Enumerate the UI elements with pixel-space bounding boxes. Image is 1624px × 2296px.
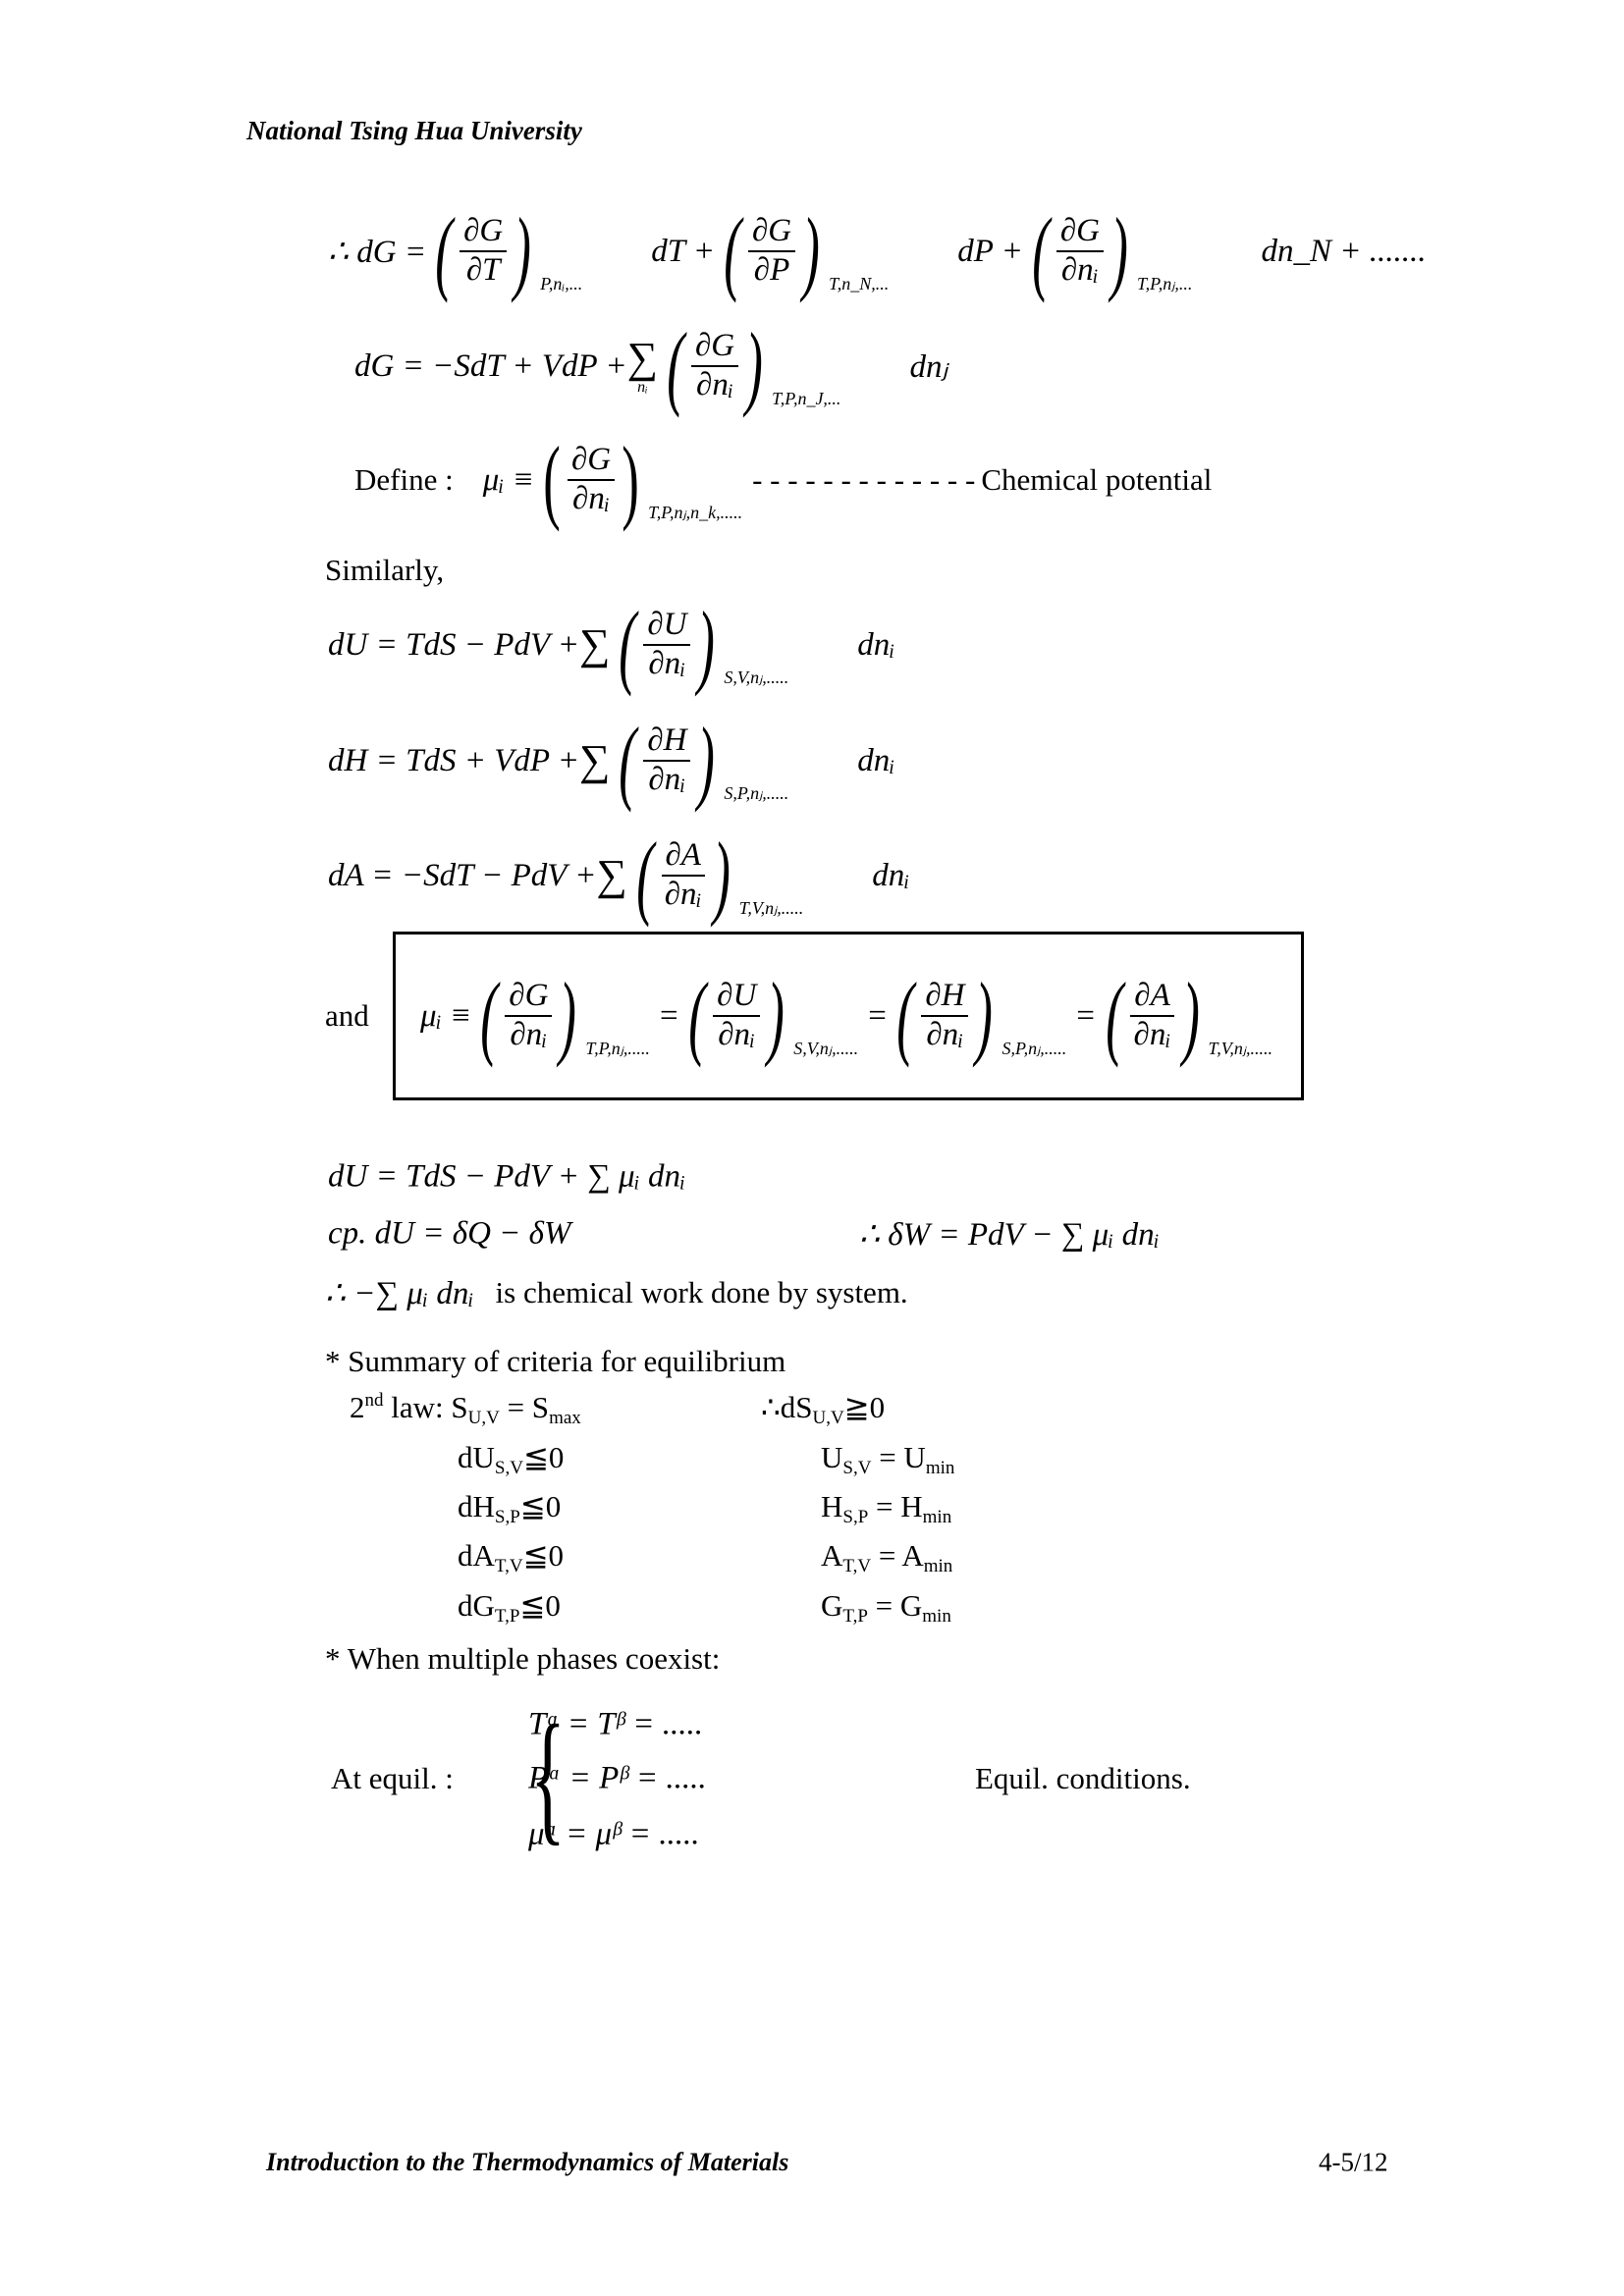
left-brace: { [530, 1695, 566, 1858]
subscript: S,P,nⱼ,..... [1001, 1039, 1067, 1058]
subscript: T,P,nⱼ,n_k,..... [648, 503, 743, 522]
eq-text: dG = −SdT + VdP + [354, 347, 627, 384]
eq-text: ∴ dG = [328, 235, 427, 270]
partial-derivative: ( ∂G ∂P ) [724, 198, 820, 303]
eq-text: dP + [957, 233, 1023, 269]
eq-text: dn_N + ....... [1261, 233, 1427, 269]
criterion-differential: dUS,V≦0 [458, 1440, 565, 1478]
similarly-text: Similarly, [325, 553, 445, 587]
subscript: T,V,nⱼ,..... [1208, 1039, 1273, 1058]
criterion-minimum: AT,V = Amin [821, 1538, 953, 1576]
subscript: T,V,nⱼ,..... [738, 898, 804, 918]
criterion-differential: dGT,P≦0 [458, 1588, 561, 1627]
partial-derivative: ( ∂G ∂nᵢ ) [1032, 198, 1128, 303]
subscript: T,n_N,... [829, 274, 890, 294]
subscript: T,P,nⱼ,..... [585, 1039, 650, 1058]
partial-derivative: ( ∂G ∂T ) [435, 198, 531, 303]
equil-row-P: Pᵅ = Pᵝ = ..... [528, 1760, 707, 1796]
equation-dU: dU = TdS − PdV + ∑ ( ∂U ∂nᵢ ) S,V,nⱼ,..... dnᵢ [328, 592, 895, 697]
define-label: Define : [354, 462, 454, 497]
equil-row-mu: μᵅ = μᵝ = ..... [528, 1816, 700, 1852]
sum-symbol: ∑ nᵢ [626, 334, 659, 396]
subscript: P,nᵢ,... [540, 274, 583, 294]
equation-dG-sum [354, 313, 948, 418]
criterion-differential: dHS,P≦0 [458, 1489, 562, 1527]
equil-row-T: Tᵅ = Tᵝ = ..... [528, 1706, 704, 1742]
sum-symbol: ∑ [578, 736, 611, 784]
criterion-minimum: HS,P = Hmin [821, 1489, 952, 1527]
criterion-differential: dAT,V≦0 [458, 1538, 565, 1576]
equil-conditions-note: Equil. conditions. [975, 1761, 1191, 1795]
criterion-minimum: GT,P = Gmin [821, 1588, 951, 1627]
sum-symbol: ∑ [596, 851, 627, 899]
subscript: S,V,nⱼ,..... [724, 667, 789, 687]
equation-dU-mu: dU = TdS − PdV + ∑ μᵢ dnᵢ [328, 1158, 686, 1195]
dash-leader: - - - - - - - - - - - - - [752, 462, 976, 497]
phases-heading: * When multiple phases coexist: [325, 1641, 721, 1676]
equation-dW: ∴ δW = PdV − ∑ μᵢ dnᵢ [859, 1217, 1160, 1253]
footer-course-title: Introduction to the Thermodynamics of Materials [266, 2148, 789, 2176]
eq-text: dnⱼ [909, 349, 948, 385]
chemical-potential-label: Chemical potential [981, 462, 1213, 497]
and-label: and [325, 998, 369, 1033]
at-equil-label: At equil. : [331, 1761, 454, 1795]
partial-derivative: ( ∂G ∂nᵢ ) [667, 313, 763, 418]
subscript: S,V,nⱼ,..... [793, 1039, 859, 1058]
definition-chemical-potential [354, 427, 1213, 532]
subscript: T,P,n_J,... [772, 389, 841, 408]
boxed-chemical-potential-equalities: μᵢ ≡ ( ∂G ∂nᵢ ) T,P,nⱼ,..... = ( ∂U ∂nᵢ ) S,V,nⱼ,..... = ( ∂H ∂nᵢ ) S,P,nⱼ,..... = ( ∂A ∂nᵢ ) T,V,nⱼ,..... [420, 963, 1273, 1068]
chemical-work-statement: ∴ −∑ μᵢ dnᵢ is chemical work done by system. [325, 1275, 908, 1311]
criterion-minimum: US,V = Umin [821, 1440, 955, 1478]
subscript: S,P,nⱼ,..... [724, 783, 789, 803]
partial-derivative: ( ∂G ∂nᵢ ) [543, 427, 639, 532]
second-law-row: 2nd law: SU,V = Smax [350, 1390, 581, 1428]
equation-dH: dH = TdS + VdP + ∑ ( ∂H ∂nᵢ ) S,P,nⱼ,..... dnᵢ [328, 708, 895, 813]
equation-dG-total [328, 198, 1427, 303]
equation-dA: dA = −SdT − PdV + ∑ ( ∂A ∂nᵢ ) T,V,nⱼ,..... dnᵢ [328, 823, 910, 928]
eq-text: dT + [651, 233, 715, 269]
subscript: T,P,nⱼ,... [1136, 274, 1193, 294]
eq-text: μᵢ ≡ [482, 461, 535, 498]
second-law-condition: ∴dSU,V≧0 [761, 1390, 886, 1428]
equation-cp: cp. dU = δQ − δW [328, 1215, 571, 1252]
summary-heading: * Summary of criteria for equilibrium [325, 1344, 786, 1378]
sum-symbol: ∑ [578, 620, 611, 668]
header-university: National Tsing Hua University [246, 116, 582, 145]
footer-page-number: 4-5/12 [1319, 2147, 1388, 2177]
